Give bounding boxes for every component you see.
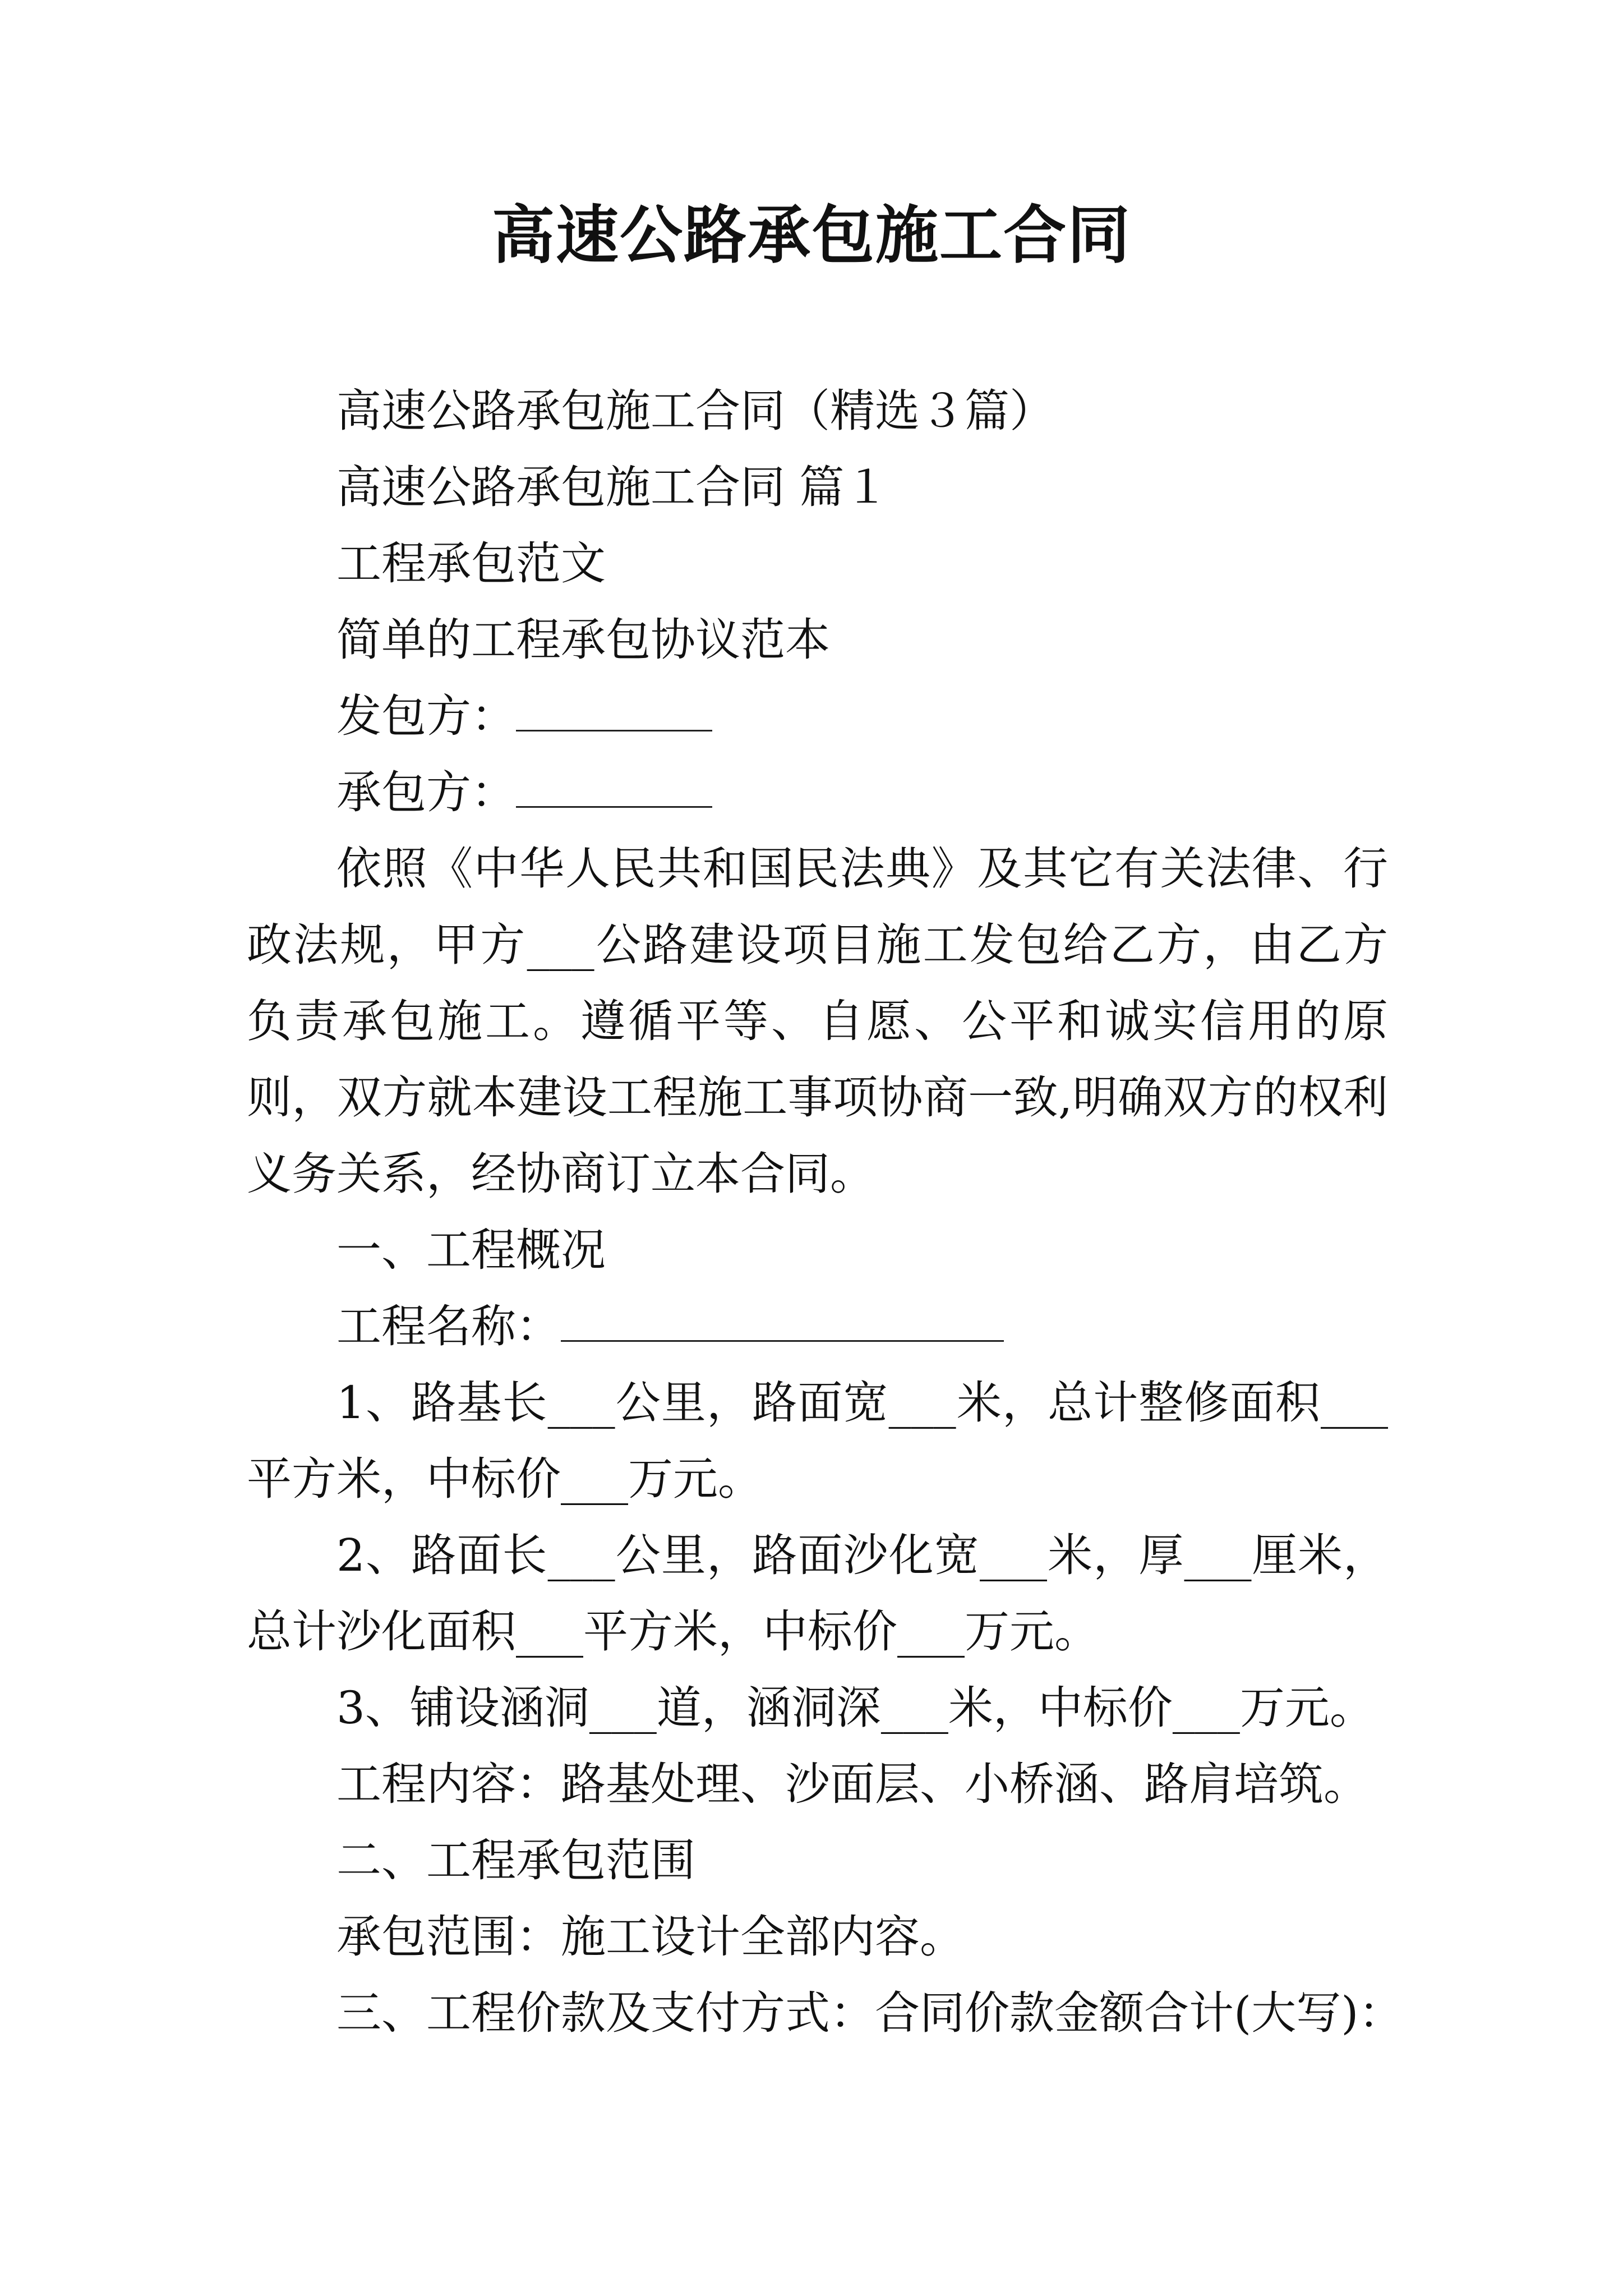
section-heading-scope: 二、工程承包范围 bbox=[336, 1834, 695, 1887]
document-body bbox=[247, 373, 1404, 2051]
employer-blank bbox=[516, 724, 712, 731]
paragraph-culvert: 3、铺设涵洞___道，涵洞深___米，中标价___万元。 bbox=[336, 1682, 1375, 1734]
contractor-line bbox=[247, 754, 1388, 831]
employer-line bbox=[247, 678, 1388, 754]
contractor-blank bbox=[516, 800, 712, 808]
project-name-line bbox=[247, 1289, 1388, 1365]
paragraph-chapter-heading: 高速公路承包施工合同 篇１ bbox=[336, 461, 889, 513]
contractor-label: 承包方： bbox=[336, 766, 516, 818]
project-name-blank bbox=[561, 1335, 1004, 1342]
paragraph-road-surface: 2、路面长___公里，路面沙化宽___米，厚___厘米，总计沙化面积___平方米，中标价___万元。 bbox=[247, 1529, 1388, 1658]
section-heading-payment: 三、工程价款及支付方式：合同价款金额合计(大写)： bbox=[336, 1987, 1404, 2039]
document-title: 高速公路承包施工合同 bbox=[492, 199, 1131, 272]
paragraph-collection-title: 高速公路承包施工合同（精选３篇） bbox=[336, 385, 1054, 437]
paragraph-roadbed: 1、路基长___公里，路面宽___米，总计整修面积___平方米，中标价___万元。 bbox=[247, 1377, 1388, 1505]
paragraph-agreement-name: 简单的工程承包协议范本 bbox=[336, 614, 830, 666]
project-name-label: 工程名称： bbox=[336, 1300, 561, 1352]
paragraph-legal-basis: 依照《中华人民共和国民法典》及其它有关法律、行政法规，甲方___公路建设项目施工发包给乙方，由乙方负责承包施工。遵循平等、自愿、公平和诚实信用的原则，双方就本建设工程施工事项协商一致,明确双方的权利义务关系，经协商订立本合同。 bbox=[247, 843, 1388, 1200]
employer-label: 发包方： bbox=[336, 690, 516, 742]
section-heading-project-overview: 一、工程概况 bbox=[336, 1224, 606, 1276]
paragraph-scope: 承包范围：施工设计全部内容。 bbox=[336, 1911, 965, 1963]
paragraph-sample-label: 工程承包范文 bbox=[336, 537, 606, 590]
paragraph-project-content: 工程内容：路基处理、沙面层、小桥涵、路肩培筑。 bbox=[336, 1758, 1368, 1810]
